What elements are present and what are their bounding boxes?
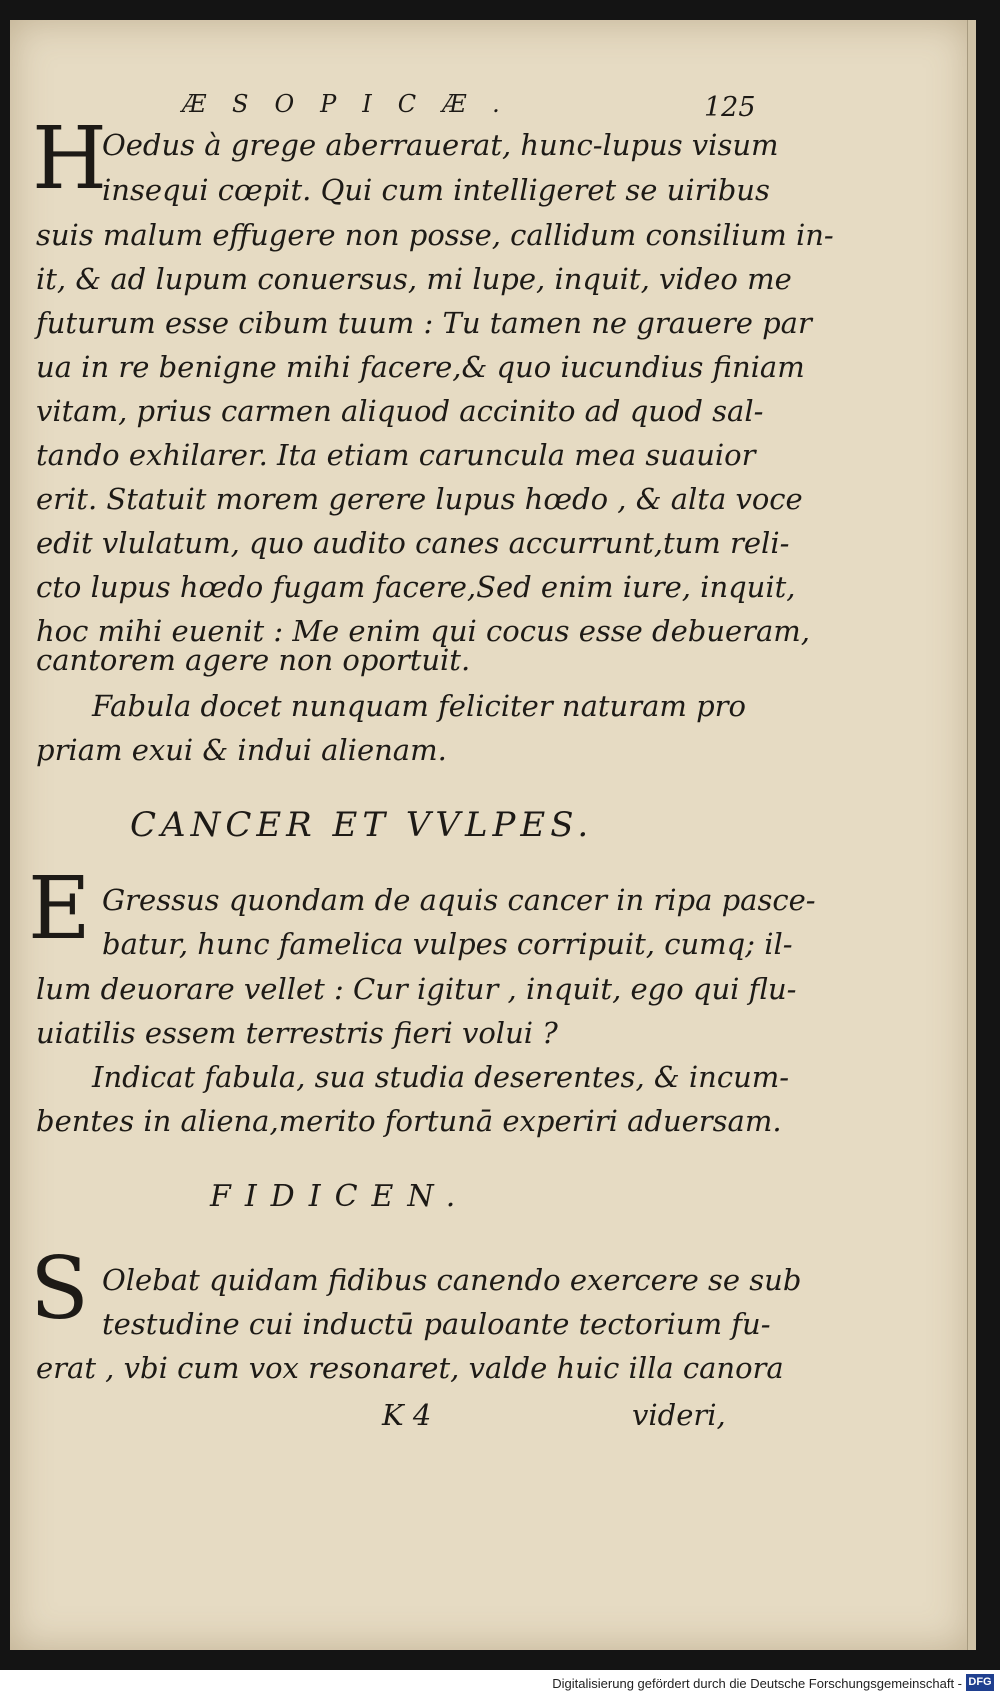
running-head-title: ÆSOPICÆ. bbox=[182, 90, 526, 118]
story1-line: ua in re benigne mihi facere,& quo iucundius finiam bbox=[36, 350, 805, 384]
story1-moral-line: Fabula docet nunquam feliciter naturam pro bbox=[92, 689, 746, 723]
story2-moral-line: bentes in aliena,merito fortunā experiri aduersam. bbox=[36, 1104, 782, 1138]
story1-line: insequi cœpit. Qui cum intelligeret se uiribus bbox=[102, 173, 770, 207]
book-page bbox=[10, 20, 970, 1650]
story1-line: tando exhilarer. Ita etiam caruncula mea suauior bbox=[36, 438, 756, 472]
story3-line: erat , vbi cum vox resonaret, valde huic illa canora bbox=[36, 1351, 784, 1385]
story3-line: Olebat quidam fidibus canendo exercere se sub bbox=[102, 1263, 802, 1297]
story3-title: FIDICEN. bbox=[210, 1179, 470, 1214]
story1-line: vitam, prius carmen aliquod accinito ad quod sal- bbox=[36, 394, 764, 428]
story2-line: lum deuorare vellet : Cur igitur , inquit, ego qui flu- bbox=[36, 972, 797, 1006]
dfg-logo: DFG bbox=[966, 1674, 994, 1691]
footer-credit: Digitalisierung gefördert durch die Deutsche Forschungsgemeinschaft - bbox=[552, 1676, 962, 1691]
drop-cap-s: S bbox=[30, 1239, 89, 1339]
story1-line: hoc mihi euenit : Me enim qui cocus esse debueram, bbox=[36, 614, 811, 648]
story2-moral-line: Indicat fabula, sua studia deserentes, & incum- bbox=[92, 1060, 790, 1094]
story2-line: Gressus quondam de aquis cancer in ripa pasce- bbox=[102, 883, 816, 917]
story3-line: testudine cui inductū pauloante tectorium fu- bbox=[102, 1307, 771, 1341]
drop-cap-e: E bbox=[28, 859, 91, 959]
story1-line: it, & ad lupum conuersus, mi lupe, inquit, video me bbox=[36, 262, 792, 296]
story1-line: futurum esse cibum tuum : Tu tamen ne grauere par bbox=[36, 306, 812, 340]
drop-cap-h: H bbox=[32, 109, 107, 209]
story1-line: erit. Statuit morem gerere lupus hœdo , & alta voce bbox=[36, 482, 803, 516]
story2-line: batur, hunc famelica vulpes corripuit, cumq; il- bbox=[102, 927, 793, 961]
story1-moral-line: priam exui & indui alienam. bbox=[36, 733, 447, 767]
story1-line: edit vlulatum, quo audito canes accurrunt,tum reli- bbox=[36, 526, 790, 560]
signature-mark: K 4 bbox=[382, 1398, 432, 1432]
story2-line: uiatilis essem terrestris fieri volui ? bbox=[36, 1016, 558, 1050]
catchword: videri, bbox=[632, 1398, 726, 1432]
story2-title: CANCER ET VVLPES. bbox=[130, 805, 594, 845]
story1-line: Oedus à grege aberrauerat, hunc-lupus visum bbox=[102, 128, 779, 162]
story1-line: cto lupus hœdo fugam facere,Sed enim iure, inquit, bbox=[36, 570, 796, 604]
page-number: 125 bbox=[704, 92, 756, 123]
story1-line: suis malum effugere non posse, callidum consilium in- bbox=[36, 218, 834, 252]
story1-line: cantorem agere non oportuit. bbox=[36, 643, 471, 677]
